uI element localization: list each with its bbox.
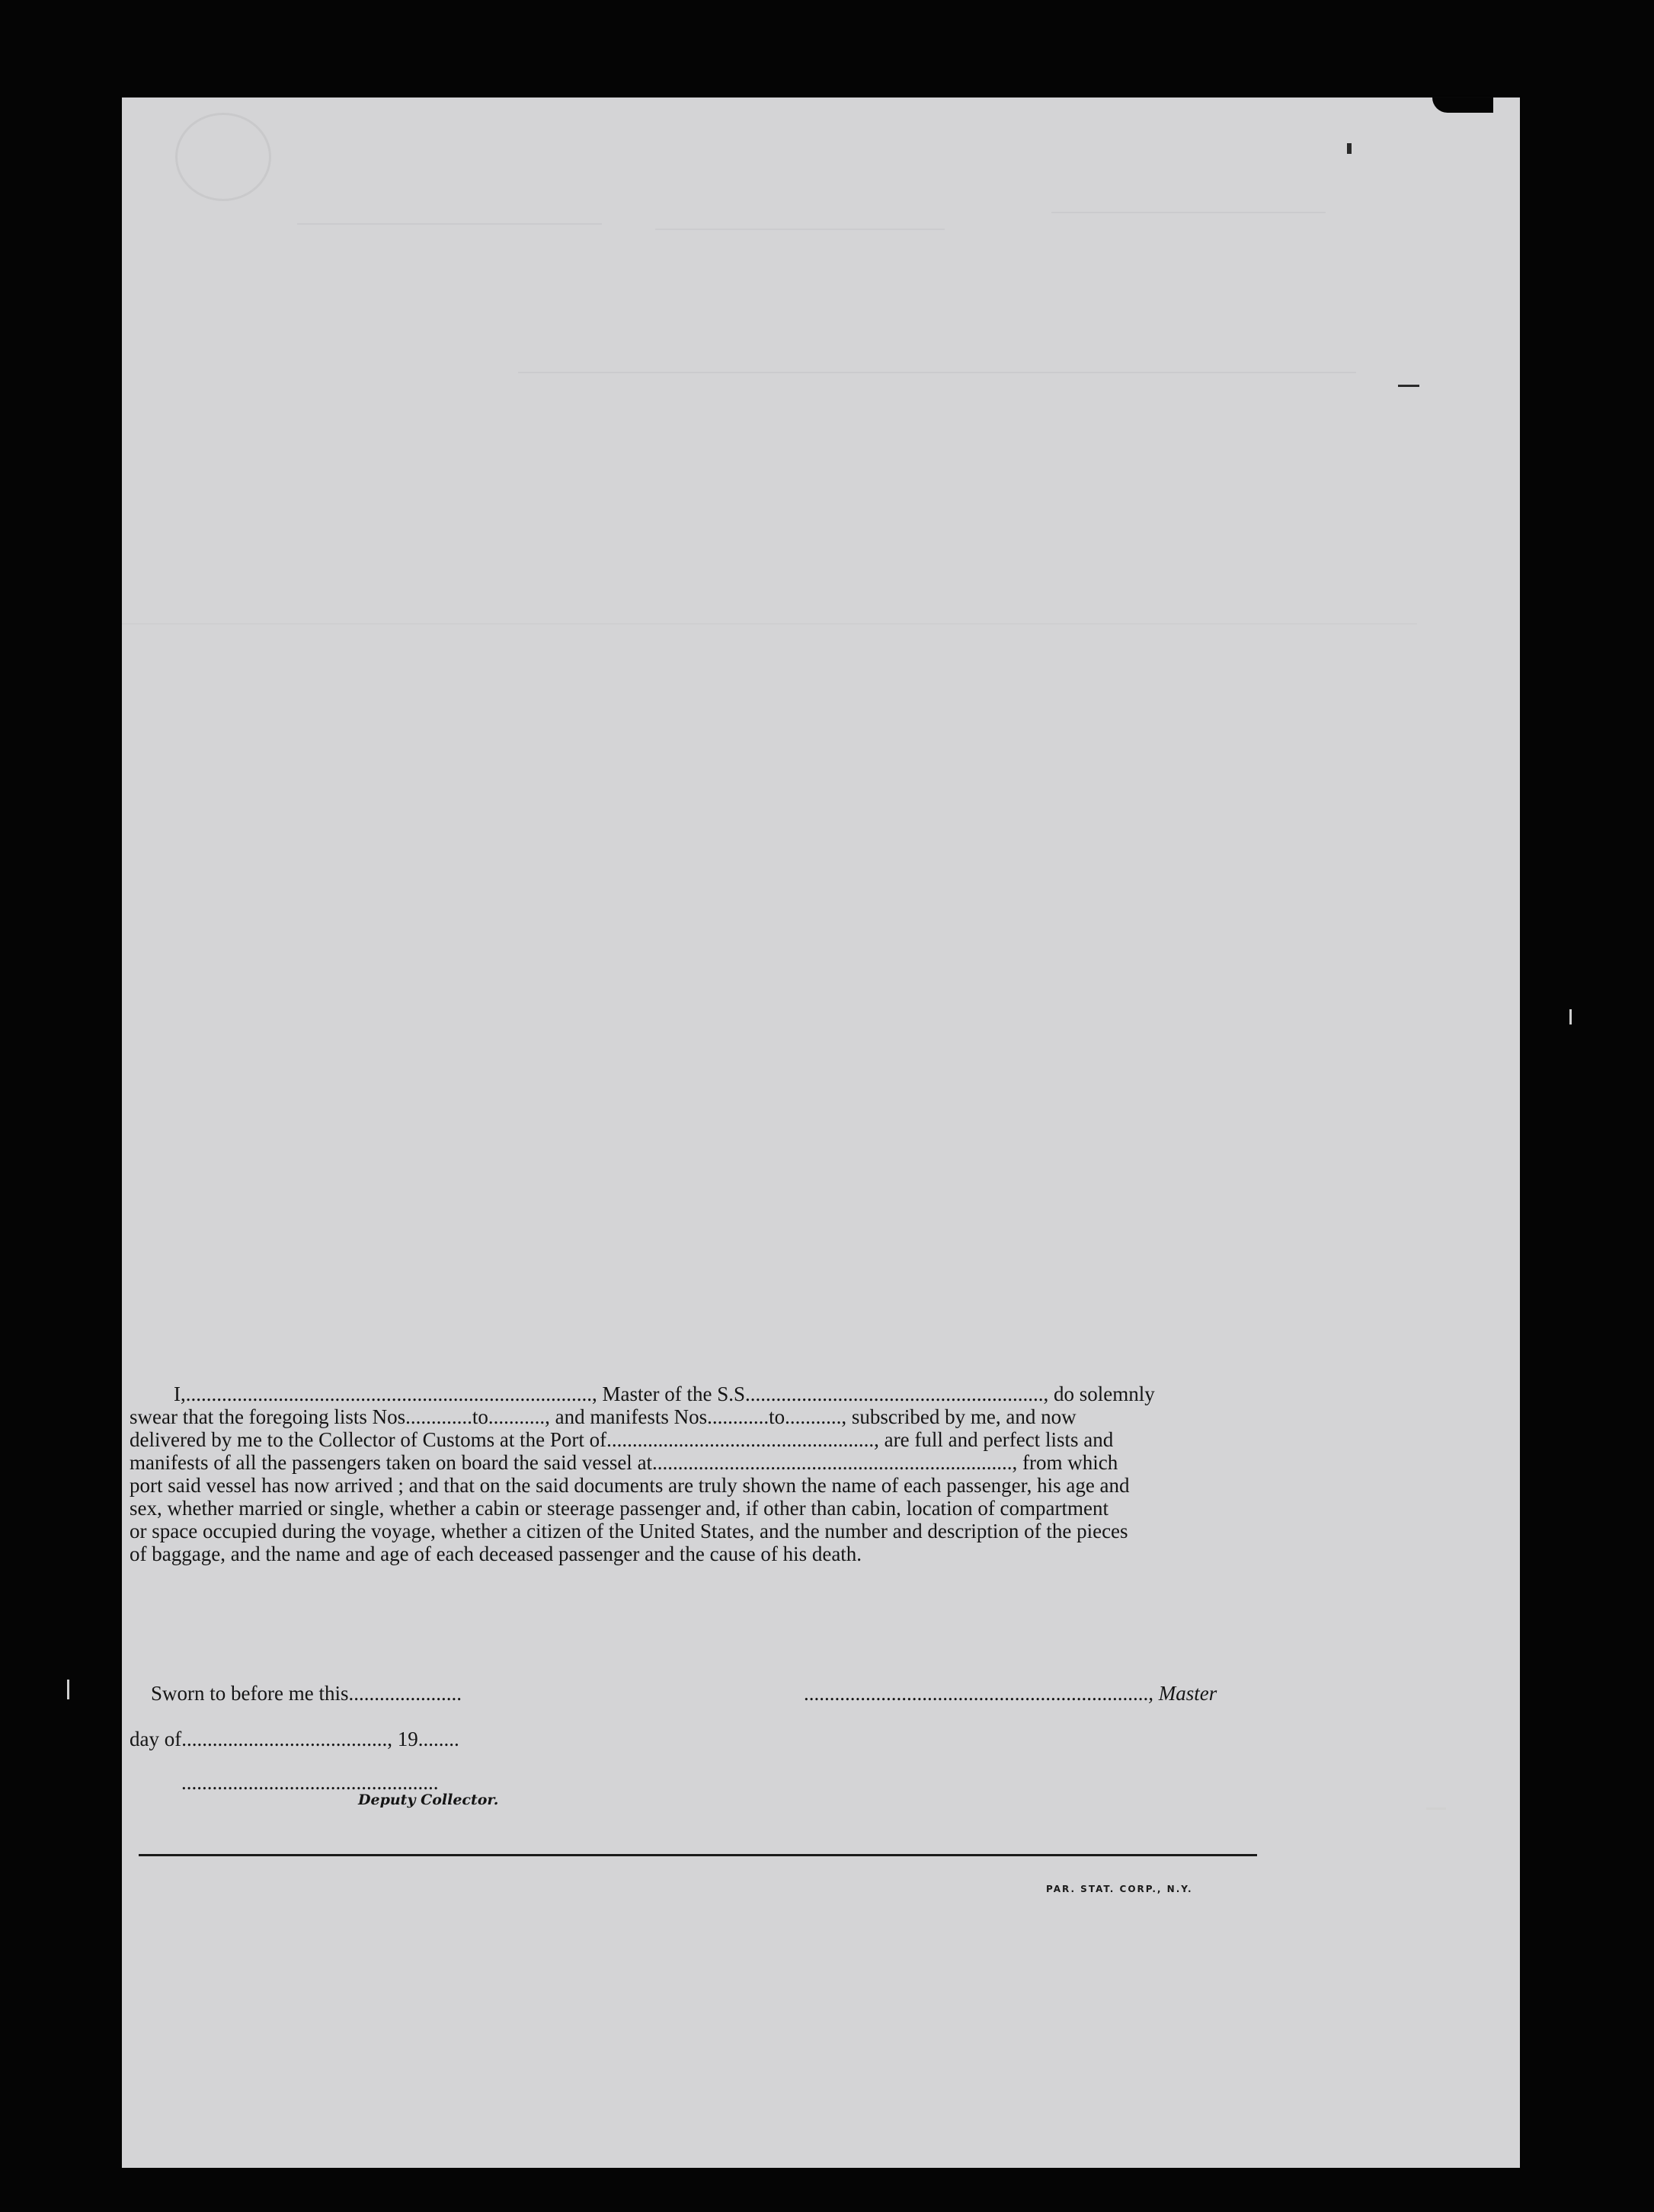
sworn-date-blank: ...................... <box>348 1682 462 1705</box>
scan-speck <box>1426 1808 1446 1810</box>
month-blank: ........................................ <box>181 1728 388 1750</box>
oath-line-6: sex, whether married or single, whether a cabin or steerage passenger and, if other than cabin, location of compartment <box>130 1497 1109 1520</box>
oath-line-4: manifests of all the passengers taken on board the said vessel at......................................................................, from which <box>130 1451 1118 1474</box>
deputy-collector-signature-blank: .................................................. <box>181 1771 439 1794</box>
oath-line1-prefix: I, <box>174 1382 186 1405</box>
scan-speck <box>1347 143 1352 154</box>
printer-imprint: PAR. STAT. CORP., N.Y. <box>1046 1884 1193 1894</box>
master-signature-line <box>804 1682 1217 1705</box>
ghost-line <box>122 623 1417 625</box>
deputy-collector-label: Deputy Collector. <box>358 1792 499 1808</box>
day-of-line <box>130 1728 459 1751</box>
scan-speck <box>1398 385 1419 387</box>
oath-line-3: delivered by me to the Collector of Customs at the Port of...................................................., are full and perfect lists and <box>130 1428 1114 1451</box>
master-oath-paragraph <box>130 1382 1391 1565</box>
torn-corner <box>1432 97 1493 113</box>
year-prefix: , 19 <box>387 1728 418 1750</box>
oath-line-8: of baggage, and the name and age of each deceased passenger and the cause of his death. <box>130 1542 862 1565</box>
oath-line-1 <box>130 1382 1391 1405</box>
document-page <box>122 97 1520 2168</box>
ship-name-blank: ......................................................... <box>750 1382 1044 1405</box>
oath-line1-end: , do solemnly <box>1043 1382 1155 1405</box>
ghost-line <box>518 372 1356 373</box>
scan-speck <box>1569 1009 1572 1024</box>
bottom-rule <box>139 1854 1257 1856</box>
oath-line-5: port said vessel has now arrived ; and that on the said documents are truly shown the name of each passenger, his age and <box>130 1474 1130 1497</box>
oath-line1-mid: , Master of the S.S. <box>592 1382 750 1405</box>
ghost-line <box>655 229 945 230</box>
master-signature-blank: ................................................................... <box>804 1682 1149 1705</box>
year-blank: ........ <box>417 1728 459 1750</box>
sworn-before-me-line <box>151 1682 462 1705</box>
sworn-label: Sworn to before me this <box>151 1682 349 1705</box>
ghost-seal-bleedthrough <box>175 113 271 201</box>
oath-line-7: or space occupied during the voyage, whether a citizen of the United States, and the number and description of the pieces <box>130 1520 1128 1542</box>
ghost-line <box>1051 212 1326 213</box>
day-of-label: day of <box>130 1728 182 1750</box>
oath-line-2: swear that the foregoing lists Nos.............to..........., and manifests Nos............to..........., subscribed by me, and now <box>130 1405 1077 1428</box>
scan-speck <box>67 1680 69 1699</box>
master-name-blank: ............................................................................... <box>185 1382 592 1405</box>
master-label: , Master <box>1148 1682 1217 1705</box>
ghost-line <box>297 223 602 225</box>
